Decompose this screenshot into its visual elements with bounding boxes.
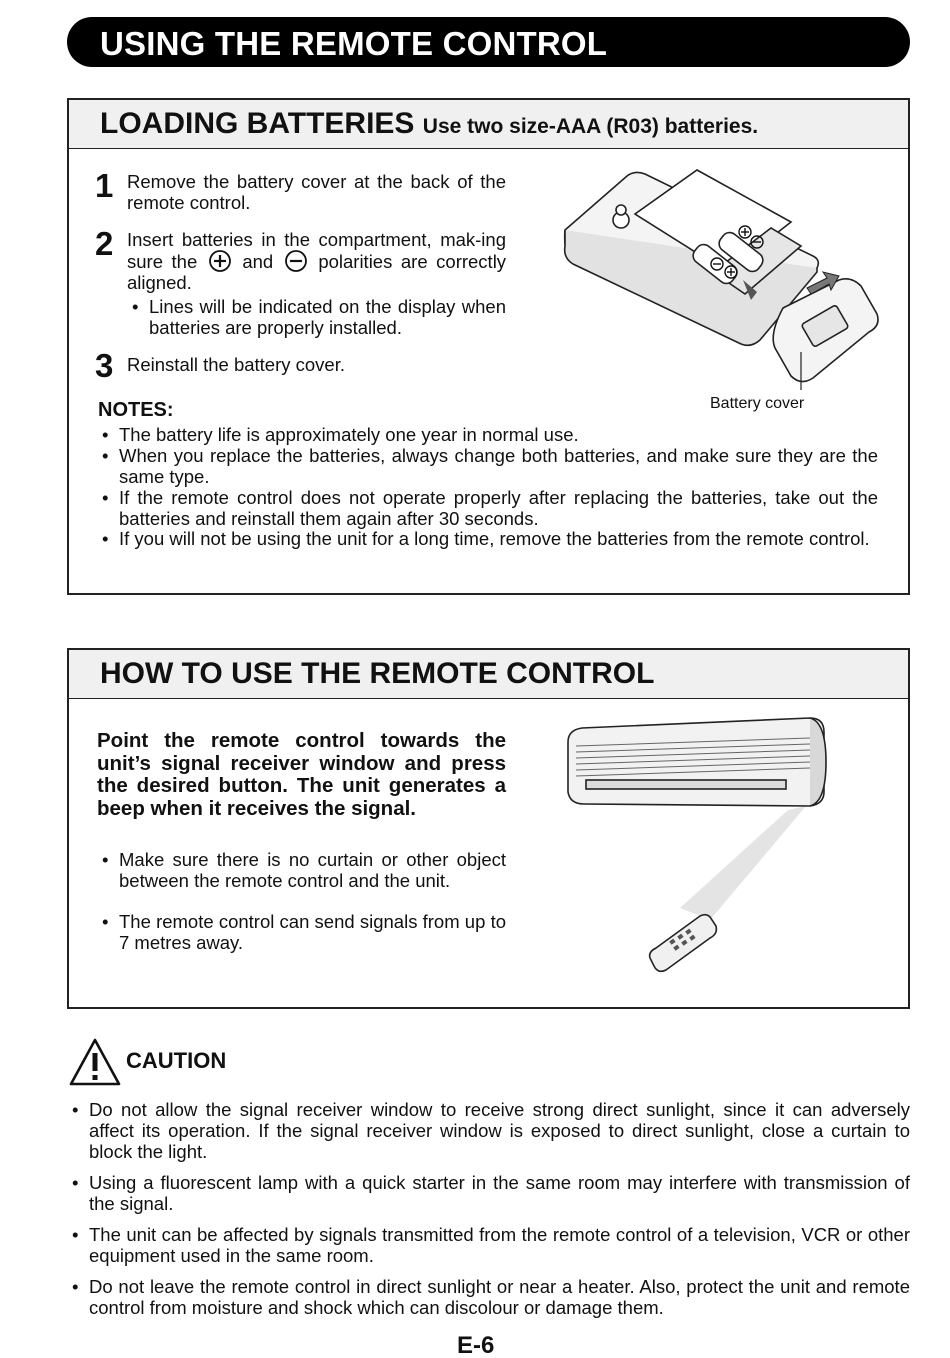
step-1-text: Remove the battery cover at the back of the remote control. (127, 171, 506, 213)
how-to-use-header (69, 650, 908, 699)
warning-icon (68, 1037, 122, 1087)
note-item-2: • When you replace the batteries, always change both batteries, and make sure they are the same type. (98, 445, 878, 487)
note-item-3: • If the remote control does not operate properly after replacing the batteries, take out the batteries and reinstall them again after 30 seconds. (98, 487, 878, 529)
loading-batteries-subtitle: Use two size-AAA (R03) batteries. (422, 115, 759, 138)
step-2-text-b: and (242, 251, 274, 272)
step-3-text: Reinstall the battery cover. (127, 354, 345, 375)
caution-item-4: • Do not leave the remote control in direct sunlight or near a heater. Also, protect the unit and remote control from moisture and shock which can discolour or damage them. (68, 1276, 910, 1318)
air-conditioner-illustration (560, 712, 835, 980)
plus-polarity-icon (208, 250, 232, 272)
notes-title: NOTES: (98, 399, 174, 421)
loading-batteries-title: LOADING BATTERIES (100, 107, 415, 140)
battery-cover-label: Battery cover (710, 395, 805, 412)
caution-item-3: • The unit can be affected by signals transmitted from the remote control of a television, VCR or other equipment used in the same room. (68, 1224, 910, 1266)
step-2-bullet: • Lines will be indicated on the display when batteries are properly installed. (128, 296, 506, 338)
how-to-use-bullet-1: • Make sure there is no curtain or other object between the remote control and the unit. (98, 849, 506, 891)
page-number: E-6 (457, 1332, 495, 1358)
step-3-number: 3 (95, 347, 114, 384)
loading-batteries-heading (100, 107, 758, 141)
minus-polarity-icon (284, 250, 308, 272)
page-title-bar (67, 17, 910, 67)
step-2-number: 2 (95, 225, 114, 262)
note-item-4: • If you will not be using the unit for a long time, remove the batteries from the remote control. (98, 528, 878, 549)
note-item-1: • The battery life is approximately one year in normal use. (98, 424, 878, 445)
how-to-use-lead: Point the remote control towards the unit’s signal receiver window and press the desired button. The unit generates a beep when it receives the signal. (97, 729, 506, 821)
caution-item-1: • Do not allow the signal receiver window to receive strong direct sunlight, since it can adversely affect its operation. If the signal receiver window is exposed to direct sunlight, close a curtain to block the light. (68, 1099, 910, 1162)
loading-batteries-header (69, 100, 908, 149)
remote-battery-illustration (555, 168, 885, 390)
caution-item-2: • Using a fluorescent lamp with a quick starter in the same room may interfere with transmission of the signal. (68, 1172, 910, 1214)
step-2-text (127, 229, 506, 293)
caution-title: CAUTION (126, 1048, 227, 1073)
step-1-number: 1 (95, 167, 114, 204)
page-title: USING THE REMOTE CONTROL (100, 25, 608, 62)
how-to-use-title: HOW TO USE THE REMOTE CONTROL (100, 657, 655, 690)
step-2-text-c: polarities are correctly aligned. (127, 251, 507, 293)
step-2-text-a: Insert batteries in the compartment, mak-ing sure the (127, 229, 506, 272)
how-to-use-bullet-2: • The remote control can send signals from up to 7 metres away. (98, 911, 506, 953)
